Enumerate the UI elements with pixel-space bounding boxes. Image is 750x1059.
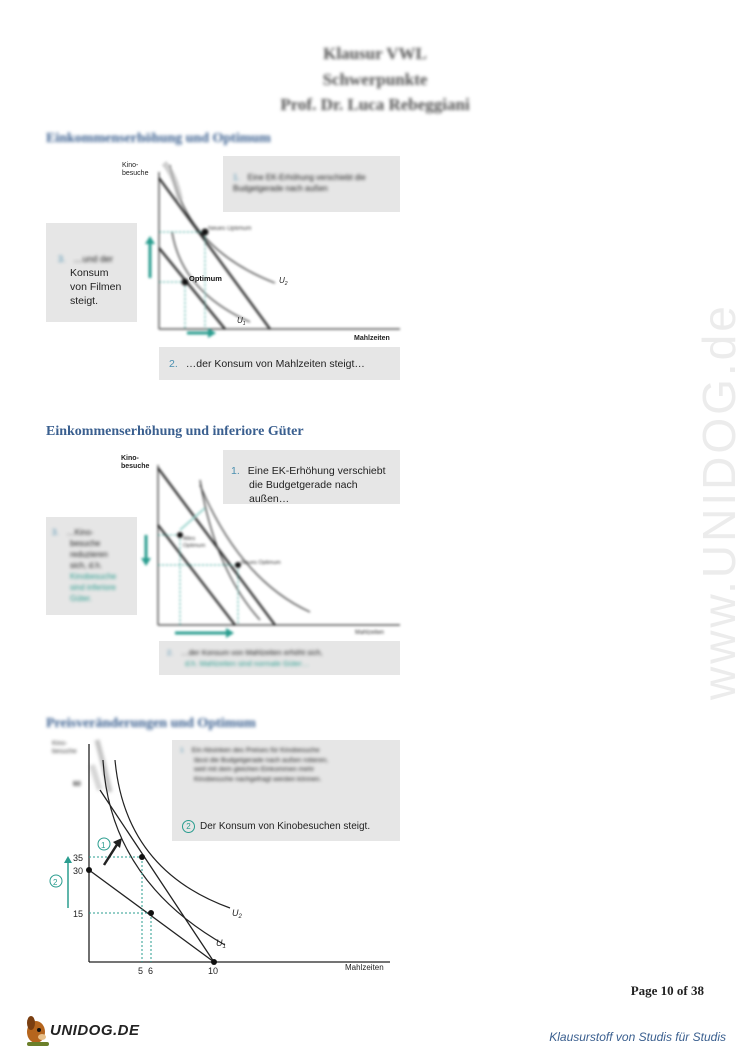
s3-y-tick-15: 15 (73, 909, 84, 919)
s2-box-left-l3: reduzieren (70, 550, 108, 559)
s3-ylabel-1: Kino- (52, 740, 68, 747)
s3-box-num1: 1 (180, 747, 184, 754)
s1-xlabel: Mahlzeiten (354, 335, 390, 342)
s2-box-left-l5: Kinobesuche (70, 572, 117, 581)
s3-y-top-tick: 60 (73, 781, 81, 788)
s3-point-30 (86, 867, 92, 873)
s2-box-bottom-l1: …der Konsum von Mahlzeiten erhöht sich, (181, 648, 323, 657)
s3-box (172, 740, 400, 841)
section1-heading: Einkommenserhöhung und Optimum (46, 131, 271, 146)
s2-label-old-optimum-1: Altes (183, 536, 196, 542)
s2-box-left-l1: …Kino- (66, 528, 94, 537)
s1-box-left-l1: …und der (73, 254, 114, 264)
s1-label-optimum: Optimum (189, 274, 222, 283)
watermark: www.UNIDOG.de (693, 303, 745, 700)
s3-ylabel-2: besuche (52, 748, 77, 755)
s3-box-text2: Der Konsum von Kinobesuchen steigt. (200, 821, 371, 832)
s2-box-left-l4: sich, d.h. (70, 561, 103, 570)
s1-box-left-l2: Konsum (70, 267, 109, 279)
footer-tagline: Klausurstoff von Studis für Studis (549, 1030, 726, 1044)
s3-marker-1-text: 1 (101, 841, 106, 850)
s1-label-u1: $U_1$ (237, 316, 246, 327)
s2-ylabel-1: Kino- (121, 455, 139, 462)
s2-ylabel-2: besuche (121, 463, 150, 470)
s3-x-tick-10: 10 (208, 966, 219, 976)
s3-point-10 (211, 959, 217, 965)
s2-box-left-l2: besuche (70, 539, 101, 548)
s2-box-right-l2: die Budgetgerade nach außen… (249, 479, 358, 505)
s1-ylabel-2: besuche (122, 170, 149, 177)
s1-optimum-point (182, 279, 189, 286)
header-title-1: Klausur VWL (323, 44, 427, 63)
s3-box-text1-l3: weil mit dem gleichen Einkommen mehr (194, 766, 315, 773)
s2-box-bottom-l2: d.h. Mahlzeiten sind normale Güter… (185, 659, 310, 668)
s1-box-left-l3: von Filmen (70, 281, 122, 293)
s3-box-text1-l4: Kinobesuche nachgefragt werden können. (194, 775, 322, 783)
header-title-3: Prof. Dr. Luca Rebeggiani (280, 95, 470, 114)
s2-box-left-l7: Güter. (70, 594, 92, 603)
s3-y-tick-30: 30 (73, 866, 84, 876)
section3-heading: Preisveränderungen und Optimum (46, 716, 256, 731)
s1-box-right-text: Eine EK-Erhöhung verschiebt die Budgetgerade nach außen (233, 173, 366, 193)
s1-ylabel-1: Kino- (122, 162, 139, 169)
s1-box-right-num: 1. (233, 173, 240, 182)
s2-budget-line-old (158, 525, 235, 625)
s3-label-u1: $U_1$ (216, 938, 226, 950)
s3-marker-2-text: 2 (53, 878, 58, 887)
s1-box-left-l4: steigt. (70, 295, 99, 307)
s3-label-u2: $U_2$ (232, 908, 242, 920)
s1-box-left-num: 3. (58, 254, 66, 264)
s1-box-bottom-text: …der Konsum von Mahlzeiten steigt… (185, 358, 365, 370)
s1-label-u2: $U_2$ (279, 276, 288, 287)
section2-heading: Einkommenserhöhung und inferiore Güter (46, 424, 304, 439)
s2-box-left (46, 517, 137, 615)
s2-box-right (223, 450, 400, 504)
s1-box-right (223, 156, 400, 212)
s2-label-new-optimum: Neues Optimum (241, 560, 281, 566)
s2-box-bottom-num: 2. (167, 648, 174, 657)
page-number: Page 10 of 38 (630, 983, 704, 998)
s3-xlabel: Mahlzeiten (345, 963, 384, 972)
s3-box-num2: 2 (182, 820, 195, 833)
logo-text: UNIDOG.DE (50, 1022, 140, 1039)
s2-box-left-num: 3. (52, 528, 59, 537)
s2-box-right-num: 1. (231, 465, 240, 477)
s1-label-new-optimum: Neues Optimum (208, 226, 252, 232)
s3-y-tick-35: 35 (73, 853, 84, 863)
s3-rotation-arrow (104, 843, 118, 865)
s2-label-old-optimum-2: Optimum (183, 543, 206, 549)
s3-x-tick-6: 6 (148, 966, 154, 976)
header-title-2: Schwerpunkte (322, 70, 428, 89)
s3-budget-line-old (89, 870, 214, 962)
s3-x-tick-5: 5 (138, 966, 144, 976)
s3-point-old-optimum (148, 910, 154, 916)
s3-point-new-optimum (139, 854, 145, 860)
s3-box-text1-l1: Ein Absinken des Preises für Kinobesuche (191, 747, 320, 754)
s1-box-bottom (159, 347, 400, 380)
s2-box-left-l6: sind inferiore (70, 583, 116, 592)
s3-box-text1-l2: lässt die Budgetgerade nach außen rotieren, (194, 756, 329, 764)
s2-xlabel: Mahlzeiten (355, 630, 385, 636)
s1-box-bottom-num: 2. (169, 358, 178, 370)
s2-box-right-l1: Eine EK-Erhöhung verschiebt (247, 465, 386, 477)
s2-box-bottom (159, 641, 400, 675)
s1-box-left (46, 223, 137, 322)
s1-budget-line-old (159, 248, 225, 329)
